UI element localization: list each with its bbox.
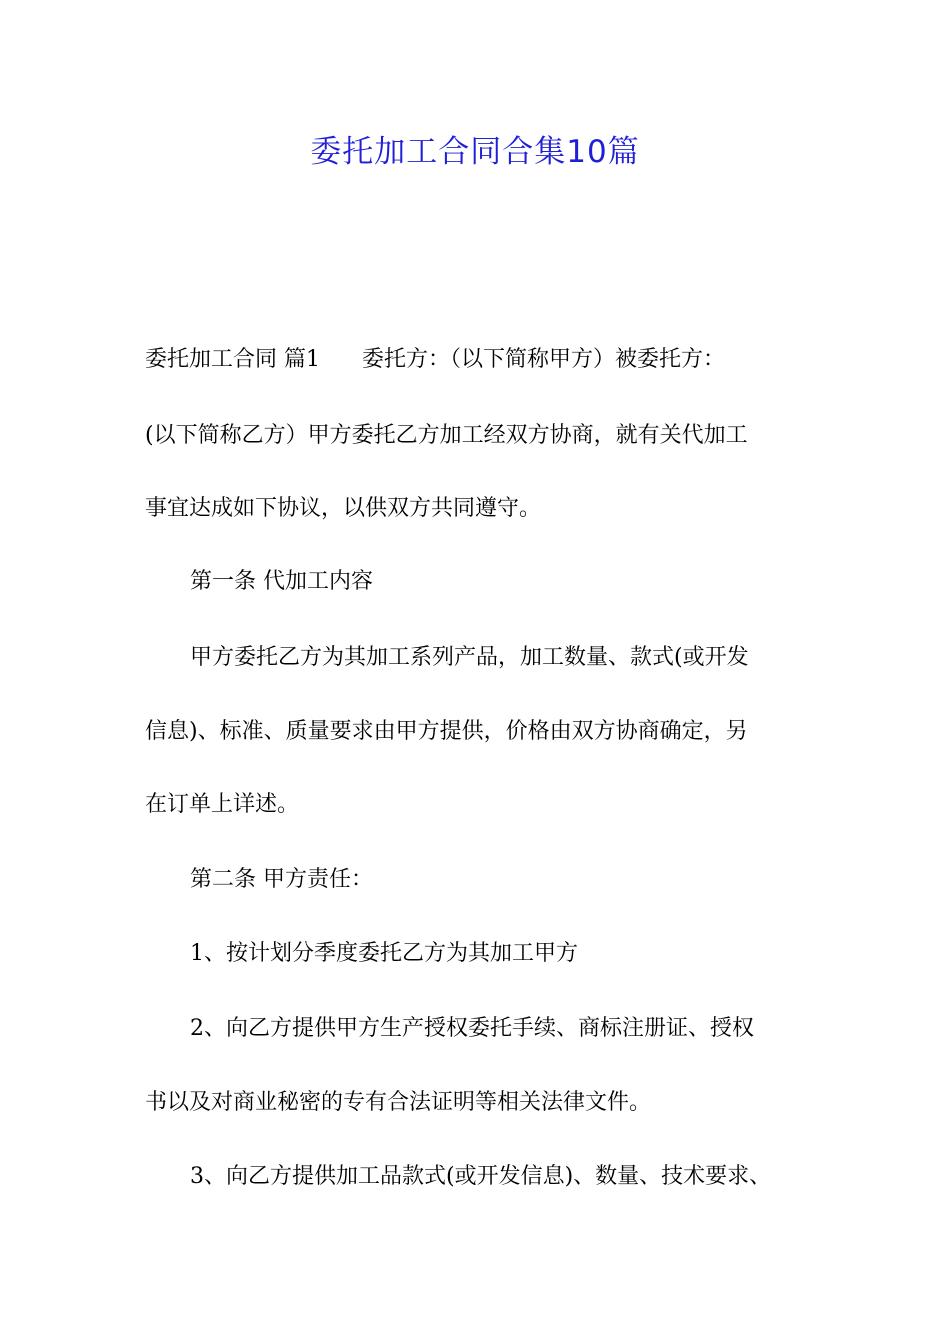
paragraph-line: (以下简称乙方）甲方委托乙方加工经双方协商，就有关代加工 xyxy=(145,423,748,448)
paragraph-line: 在订单上详述。 xyxy=(145,792,300,817)
paragraph-line: 书以及对商业秘密的专有合法证明等相关法律文件。 xyxy=(145,1090,652,1115)
contract-section-label: 委托加工合同 篇1 xyxy=(145,347,320,372)
article-heading: 第一条 代加工内容 xyxy=(190,569,373,594)
paragraph-line: 信息)、标准、质量要求由甲方提供，价格由双方协商确定，另 xyxy=(145,719,748,744)
list-item: 2、向乙方提供甲方生产授权委托手续、商标注册证、授权 xyxy=(190,1016,754,1041)
document-title: 委托加工合同合集10篇 xyxy=(310,134,640,170)
header-line xyxy=(145,344,825,376)
list-item: 1、按计划分季度委托乙方为其加工甲方 xyxy=(190,941,578,966)
article-heading: 第二条 甲方责任： xyxy=(190,867,373,892)
list-item: 3、向乙方提供加工品款式(或开发信息)、数量、技术要求、 xyxy=(190,1164,772,1189)
paragraph-line: 事宜达成如下协议，以供双方共同遵守。 xyxy=(145,496,542,521)
parties-intro: 委托方：（以下简称甲方）被委托方： xyxy=(362,347,726,372)
paragraph-line: 甲方委托乙方为其加工系列产品，加工数量、款式(或开发 xyxy=(190,645,749,670)
